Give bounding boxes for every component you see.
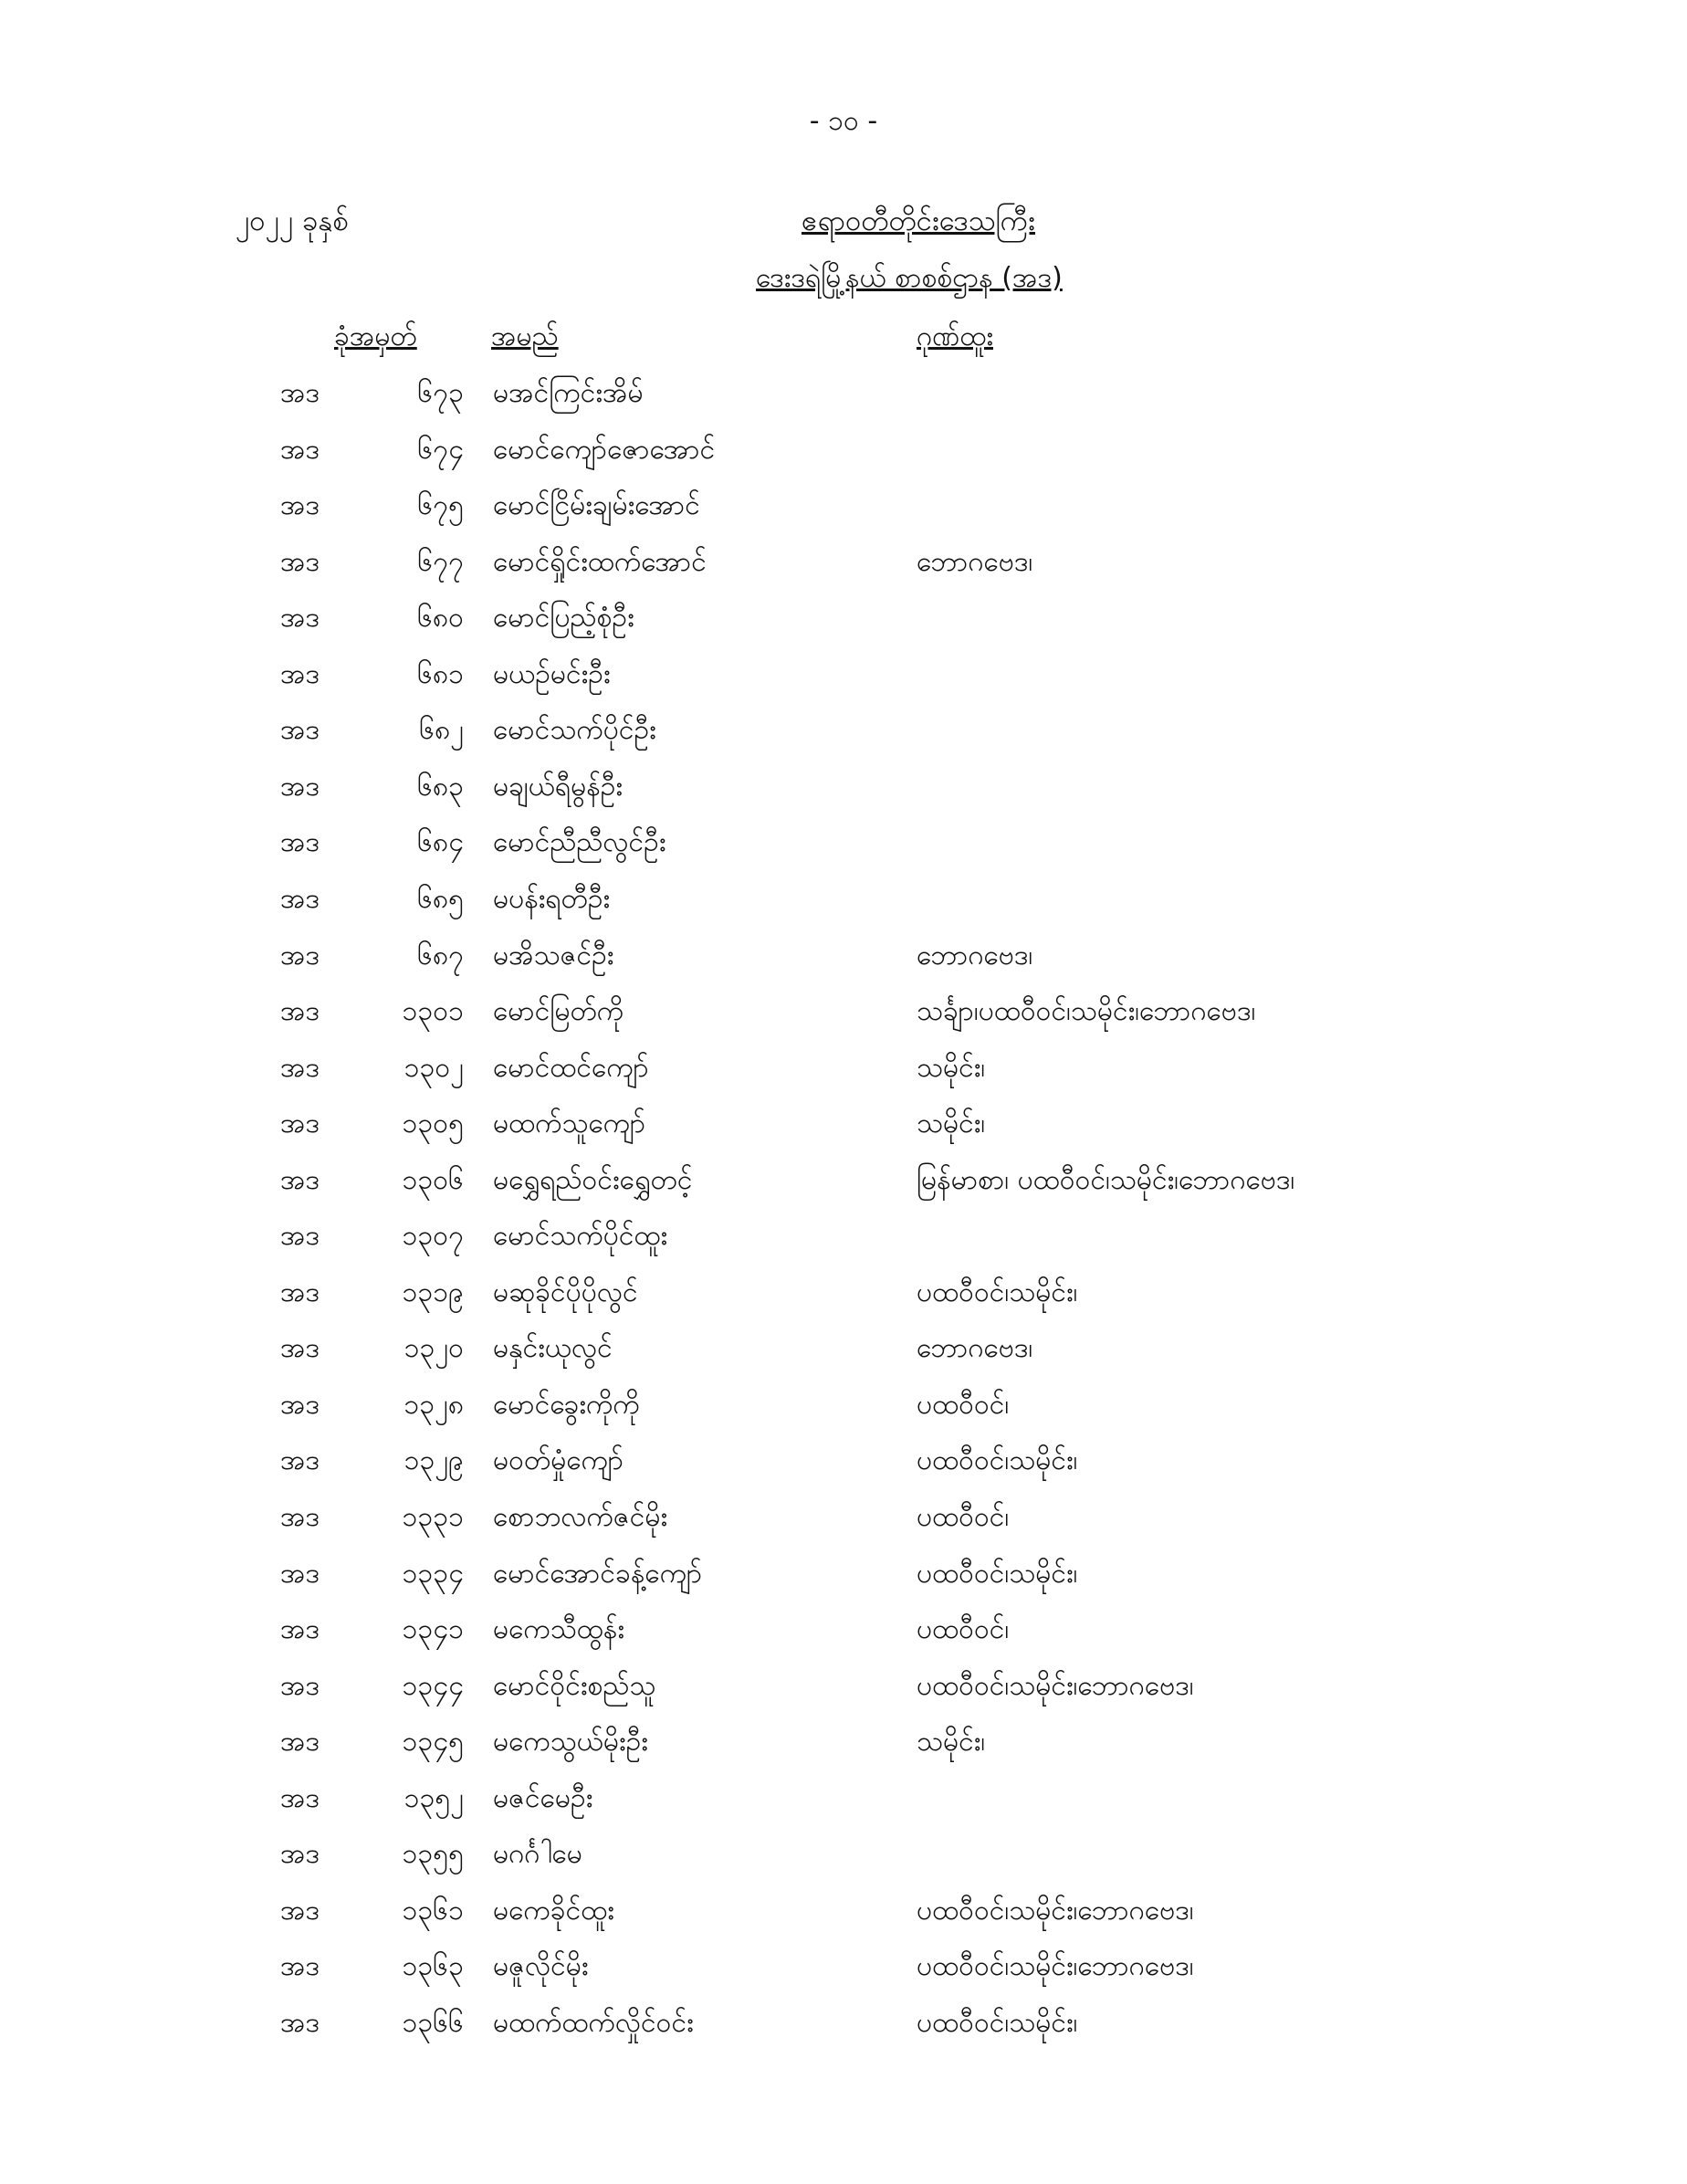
result-row <box>0 1323 1687 1374</box>
distinctions: သမိုင်း၊ <box>917 1052 986 1084</box>
student-name: မောင်ကျော်ဇောအောင် <box>493 434 716 466</box>
center-code: အဒ <box>280 1558 320 1590</box>
center-code: အဒ <box>280 658 320 690</box>
student-name: မဝတ်မှုံကျော် <box>493 1444 624 1476</box>
center-code: အဒ <box>280 1332 320 1364</box>
result-row <box>0 1043 1687 1094</box>
student-name: မပန်းရတီဦး <box>493 883 611 915</box>
result-row <box>0 1549 1687 1600</box>
center-code: အဒ <box>280 1950 320 1982</box>
center-code: အဒ <box>280 1052 320 1084</box>
distinctions: ဘောဂဗေဒ၊ <box>917 1332 1033 1364</box>
center-code: အဒ <box>280 1838 320 1870</box>
result-row <box>0 1941 1687 1992</box>
column-header-name: အမည် <box>491 320 559 352</box>
student-name: မကေသွယ်မိုးဦး <box>493 1726 648 1758</box>
center-code: အဒ <box>280 1670 320 1702</box>
student-name: မောင်အောင်ခန့်ကျော် <box>493 1558 703 1590</box>
center-code: အဒ <box>280 1895 320 1927</box>
student-name: မောင်ခွေးကိုကို <box>493 1389 640 1421</box>
center-code: အဒ <box>280 2007 320 2039</box>
student-name: မောင်ပြည့်စုံဦး <box>493 602 634 634</box>
center-code: အဒ <box>280 1276 320 1308</box>
exam-year: ၂၀၂၂ ခုနှစ် <box>236 205 349 237</box>
student-name: မောင်ဝိုင်းစည်သူ <box>493 1670 656 1702</box>
result-row <box>0 425 1687 476</box>
student-name: မယဉ်မင်းဦး <box>493 658 611 690</box>
student-name: မောင်သက်ပိုင်ထူး <box>493 1220 668 1252</box>
center-code: အဒ <box>280 546 320 578</box>
result-row <box>0 1998 1687 2049</box>
distinctions: ပထဝီဝင်၊သမိုင်း၊ <box>917 1276 1078 1308</box>
result-row <box>0 1885 1687 1937</box>
center-code: အဒ <box>280 1108 320 1139</box>
center-code: အဒ <box>280 1501 320 1533</box>
center-code: အဒ <box>280 771 320 803</box>
student-name: မကေခိုင်ထူး <box>493 1895 614 1927</box>
column-header-roll: ခုံအမှတ် <box>334 320 417 352</box>
distinctions: ပထဝီဝင်၊သမိုင်း၊ <box>917 2007 1078 2039</box>
roll-number: ၁၃၄၄ <box>402 1670 464 1702</box>
roll-number: ၆၈၂ <box>419 714 464 746</box>
roll-number: ၁၃၀၇ <box>402 1220 464 1252</box>
result-row <box>0 1155 1687 1206</box>
distinctions: သမိုင်း၊ <box>917 1108 986 1139</box>
roll-number: ၁၃၃၄ <box>402 1558 464 1590</box>
result-row <box>0 537 1687 588</box>
roll-number: ၁၃၃၁ <box>402 1501 464 1533</box>
student-name: မောင်ငြိမ်းချမ်းအောင် <box>493 489 700 521</box>
distinctions: ဘောဂဗေဒ၊ <box>917 940 1033 971</box>
distinctions: ပထဝီဝင်၊သမိုင်း၊ <box>917 1558 1078 1590</box>
center-code: အဒ <box>280 940 320 971</box>
result-row <box>0 1604 1687 1655</box>
center-code: အဒ <box>280 995 320 1027</box>
student-name: မောင်ညီညီလွင်ဦး <box>493 826 666 858</box>
roll-number: ၆၇၅ <box>417 489 464 521</box>
distinctions: သင်္ချာ၊ပထဝီဝင်၊သမိုင်း၊ဘောဂဗေဒ၊ <box>917 995 1256 1027</box>
center-code: အဒ <box>280 1444 320 1476</box>
result-row <box>0 817 1687 868</box>
result-row <box>0 1380 1687 1431</box>
roll-number: ၁၃၂၀ <box>403 1332 464 1364</box>
roll-number: ၁၃၂၈ <box>403 1389 464 1421</box>
distinctions: ပထဝီဝင်၊သမိုင်း၊ <box>917 1444 1078 1476</box>
student-name: မဂင်္ဂါမေ <box>493 1838 582 1870</box>
result-row <box>0 480 1687 531</box>
student-name: မနှင်းယုလွင် <box>493 1332 613 1364</box>
column-header-distinction: ဂုဏ်ထူး <box>917 320 993 352</box>
roll-number: ၆၇၇ <box>417 546 464 578</box>
center-code: အဒ <box>280 1782 320 1814</box>
distinctions: ပထဝီဝင်၊ <box>917 1501 1010 1533</box>
center-code: အဒ <box>280 714 320 746</box>
student-name: မောင်သက်ပိုင်ဦး <box>493 714 656 746</box>
center-code: အဒ <box>280 883 320 915</box>
center-code: အဒ <box>280 377 320 409</box>
center-code: အဒ <box>280 1389 320 1421</box>
roll-number: ၁၃၆၆ <box>402 2007 464 2039</box>
township-center-title: ဒေးဒရဲမြို့နယ် စာစစ်ဌာန (အဒ) <box>756 262 1063 294</box>
roll-number: ၆၈၇ <box>417 940 464 971</box>
result-row <box>0 1211 1687 1262</box>
page-number: - ၁၀ - <box>809 105 878 137</box>
student-name: မောင်ရှိုင်းထက်အောင် <box>493 546 707 578</box>
center-code: အဒ <box>280 1220 320 1252</box>
center-code: အဒ <box>280 434 320 466</box>
result-row <box>0 649 1687 700</box>
roll-number: ၁၃၄၁ <box>402 1613 464 1645</box>
roll-number: ၁၃၂၉ <box>403 1444 464 1476</box>
center-code: အဒ <box>280 489 320 521</box>
roll-number: ၆၈၄ <box>417 826 464 858</box>
roll-number: ၆၈၁ <box>417 658 464 690</box>
student-name: မောင်မြတ်ကို <box>493 995 624 1027</box>
result-row <box>0 1435 1687 1486</box>
center-code: အဒ <box>280 602 320 634</box>
roll-number: ၁၃၀၁ <box>402 995 464 1027</box>
distinctions: ပထဝီဝင်၊သမိုင်း၊ဘောဂဗေဒ၊ <box>917 1670 1194 1702</box>
distinctions: ပထဝီဝင်၊ <box>917 1613 1010 1645</box>
student-name: မအင်ကြင်းအိမ် <box>493 377 644 409</box>
student-name: မဆုခိုင်ပိုပိုလွင် <box>493 1276 638 1308</box>
distinctions: ပထဝီဝင်၊သမိုင်း၊ဘောဂဗေဒ၊ <box>917 1895 1194 1927</box>
student-name: မချယ်ရီမွန်ဦး <box>493 771 623 803</box>
student-name: မရွှေရည်ဝင်းရွှေတင့် <box>493 1164 693 1196</box>
roll-number: ၁၃၀၆ <box>402 1164 464 1196</box>
result-row <box>0 874 1687 925</box>
result-row <box>0 593 1687 644</box>
roll-number: ၁၃၀၅ <box>402 1108 464 1139</box>
result-row <box>0 761 1687 813</box>
center-code: အဒ <box>280 1613 320 1645</box>
result-row <box>0 1717 1687 1768</box>
center-code: အဒ <box>280 1726 320 1758</box>
distinctions: မြန်မာစာ၊ ပထဝီဝင်၊သမိုင်း၊ဘောဂဗေဒ၊ <box>917 1164 1295 1196</box>
result-row <box>0 930 1687 982</box>
roll-number: ၆၈၃ <box>417 771 464 803</box>
result-row <box>0 705 1687 756</box>
student-name: မထက်ထက်လှိုင်ဝင်း <box>493 2007 694 2039</box>
student-name: မကေသီထွန်း <box>493 1613 624 1645</box>
roll-number: ၁၃၆၁ <box>402 1895 464 1927</box>
distinctions: သမိုင်း၊ <box>917 1726 986 1758</box>
result-row <box>0 1267 1687 1318</box>
result-row <box>0 1098 1687 1150</box>
student-name: မောင်ထင်ကျော် <box>493 1052 649 1084</box>
roll-number: ၁၃၀၂ <box>403 1052 464 1084</box>
region-title: ဧရာဝတီတိုင်းဒေသကြီး <box>802 205 1035 237</box>
roll-number: ၁၃၄၅ <box>402 1726 464 1758</box>
student-name: မအိသဇင်ဦး <box>493 940 614 971</box>
distinctions: ပထဝီဝင်၊ <box>917 1389 1010 1421</box>
student-name: မဇူလိုင်မိုး <box>493 1950 589 1982</box>
result-row <box>0 1773 1687 1824</box>
roll-number: ၁၃၆၃ <box>402 1950 464 1982</box>
result-row <box>0 1492 1687 1543</box>
center-code: အဒ <box>280 826 320 858</box>
result-row <box>0 986 1687 1037</box>
distinctions: ဘောဂဗေဒ၊ <box>917 546 1033 578</box>
roll-number: ၁၃၁၉ <box>402 1276 464 1308</box>
roll-number: ၁၃၅၂ <box>403 1782 464 1814</box>
result-row <box>0 1829 1687 1880</box>
roll-number: ၆၇၄ <box>417 434 464 466</box>
student-name: မထက်သူကျော် <box>493 1108 646 1139</box>
roll-number: ၁၃၅၅ <box>402 1838 464 1870</box>
center-code: အဒ <box>280 1164 320 1196</box>
student-name: မဇင်မေဦး <box>493 1782 593 1814</box>
result-row <box>0 1661 1687 1712</box>
roll-number: ၆၈၅ <box>417 883 464 915</box>
student-name: စောဘလက်ဇင်မိုး <box>493 1501 668 1533</box>
result-row <box>0 368 1687 419</box>
distinctions: ပထဝီဝင်၊သမိုင်း၊ဘောဂဗေဒ၊ <box>917 1950 1194 1982</box>
roll-number: ၆၇၃ <box>417 377 464 409</box>
roll-number: ၆၈၀ <box>417 602 464 634</box>
